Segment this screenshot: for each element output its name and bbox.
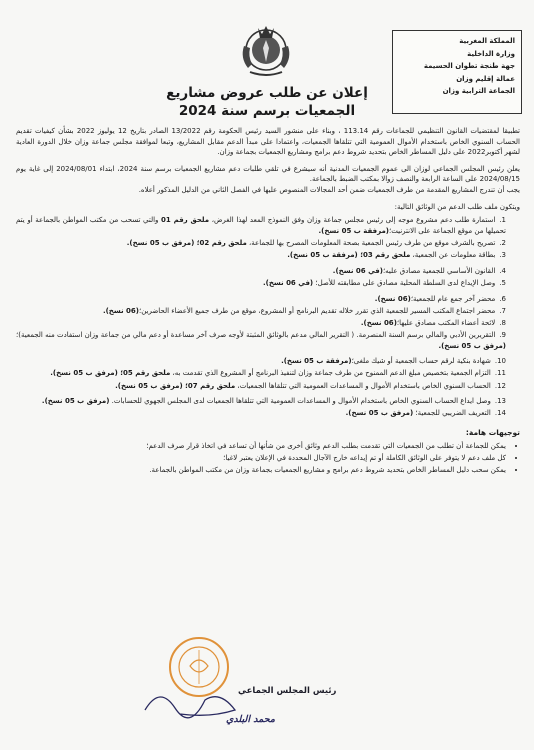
document-item bbox=[16, 278, 506, 289]
title-line-2: الجمعيات برسم سنة 2024 bbox=[178, 103, 356, 119]
document-text: وصل الإيداع لدى السلطة المحلية مصادق على مطابقته للأصل؛ bbox=[313, 278, 496, 287]
document-text: التقريرين الأدبي والمالي برسم السنة المنصرمة. ( التقرير المالي مدعم بالوثائق المثبتة لأوجه صرف آخر مساعدة أو دعم مالي من جماعة وزان استفادت منه الجمعية)؛ bbox=[16, 331, 496, 340]
document-item bbox=[16, 318, 506, 329]
guideline-item: • يمكن سحب دليل المساطر الخاص بتحديد شروط دعم برامج و مشاريع الجمعيات بجماعة وزان من مكتب المواطن بالجماعة. bbox=[16, 465, 506, 476]
document-number: 6. bbox=[499, 294, 506, 303]
document-annex: ملحق رقم 05؛ (مرفق ب 05 نسخ). bbox=[50, 369, 171, 378]
document-item bbox=[16, 330, 506, 351]
document-number: 10. bbox=[494, 357, 506, 366]
signatory-name: محمد البلدي bbox=[226, 714, 275, 725]
document-item bbox=[16, 250, 506, 261]
document-number: 12. bbox=[494, 381, 506, 390]
documents-heading: ويتكون ملف طلب الدعم من الوثائق التالية: bbox=[394, 202, 520, 211]
guideline-item: • يمكن للجماعة أن تطلب من الجمعيات التي تقدمت بطلب الدعم وثائق أخرى من شأنها أن تساعد في اتخاذ قرار صرف الدعم؛ bbox=[16, 441, 506, 452]
document-annex: (مرفق ب 05 نسخ). bbox=[345, 409, 414, 418]
document-number: 5. bbox=[499, 278, 506, 287]
document-annex: (06 نسخ). bbox=[374, 294, 411, 303]
document-item bbox=[16, 238, 506, 249]
document-text: تصريح بالشرف موقع من طرف رئيس الجمعية بصحة المعلومات المصرح بها للجماعة، bbox=[246, 238, 496, 247]
document-item bbox=[16, 306, 506, 317]
guidelines-title: توجيهات هامة: bbox=[465, 428, 520, 437]
guideline-item: • كل ملف دعم لا يتوفر على الوثائق الكاملة أو تم إيداعه خارج الآجال المحددة في الإعلان يعتبر لاغيا؛ bbox=[16, 453, 506, 464]
document-annex: (06 نسخ). bbox=[102, 306, 139, 315]
document-item bbox=[16, 266, 506, 277]
document-text: بطاقة معلومات عن الجمعية، bbox=[410, 251, 496, 260]
document-item bbox=[16, 294, 506, 305]
header-line: جهة طنجة تطوان الحسيمة bbox=[423, 62, 515, 70]
issuer-header bbox=[392, 30, 522, 114]
document-annex: (06 نسخ). bbox=[360, 318, 397, 327]
document-number: 9. bbox=[499, 331, 506, 340]
document-annex: ملحق رقم 01 bbox=[161, 216, 210, 225]
document-number: 7. bbox=[499, 306, 506, 315]
document-number: 13. bbox=[494, 397, 506, 406]
document-annex: (مرفقة ب 05 نسخ). bbox=[281, 357, 352, 366]
header-line: المملكة المغربية bbox=[459, 37, 515, 45]
document-text: محضر آخر جمع عام للجمعية؛ bbox=[410, 294, 496, 303]
document-text: لائحة أعضاء المكتب مصادق عليها؛ bbox=[396, 318, 496, 327]
document-text: استمارة طلب دعم مشروع موجه إلى رئيس مجلس جماعة وزان وفق النموذج المعد لهذا الغرض، bbox=[209, 216, 496, 225]
document-text-tail: والتي تسحب من مكتب المواطن بالجماعة أو يتم تحميلها من موقع الجماعة على الانترنيت؛ bbox=[16, 216, 506, 235]
header-line: عمالة إقليم وزان bbox=[456, 74, 515, 83]
document-text: التعريف الضريبي للجمعية؛ bbox=[413, 409, 491, 418]
document-annex: ملحق رقم 07؛ (مرفق ب 05 نسخ). bbox=[115, 381, 236, 390]
announcement-body bbox=[16, 126, 520, 477]
document-number: 2. bbox=[499, 238, 506, 247]
intro-paragraph: تطبيقا لمقتضيات القانون التنظيمي للجماعات رقم 113.14 ، وبناء على منشور السيد رئيس الحكومة رقم 13/2022 الصادر بتاريخ 12 يوليوز 2022 بشأن كيفيات تقديم الحساب السنوي الخاص باستخدام الأموال العمومية التي تتلقاها الجمعيات، واعتمادا على مبدأ الدعم مقابل المشاريع، وتبعا لموافقة مجلس جماعة وزان خلال الدورة العادية لشهر أكتوبر2022 على دليل المساطر الخاص بتحديد شروط دعم برامج ومشاريع الجمعيات بجماعة وزان. bbox=[16, 127, 521, 157]
document-number: 1. bbox=[499, 216, 506, 225]
document-text: الحساب السنوي الخاص باستخدام الأموال و المساعدات العمومية التي تتلقاها الجمعيات، bbox=[235, 381, 491, 390]
document-text: وصل ايداع الحساب السنوي الخاص باستخدام الأموال و المساعدات العمومية التي تتلقاها الجمعيات لدى المجلس الجهوي للحسابات. bbox=[109, 397, 491, 406]
document-text: التزام الجمعية بتخصيص مبلغ الدعم الممنوح من طرف جماعة وزان لتنفيذ البرنامج أو المشروع الذي تقدمت به، bbox=[170, 369, 491, 378]
document-item bbox=[16, 396, 506, 407]
title-line-1: إعلان عن طلب عروض مشاريع bbox=[166, 85, 368, 101]
required-documents-list bbox=[16, 215, 520, 419]
document-item bbox=[16, 368, 506, 379]
document-number: 11. bbox=[494, 369, 506, 378]
document-annex: (في 06 نسخ). bbox=[262, 278, 314, 287]
intro-paragraph: يجب أن تندرج المشاريع المقدمة من طرف الجمعيات ضمن أحد المجالات المنصوص عليها في الفصل الثاني من الدليل المذكور أعلاه. bbox=[138, 185, 520, 194]
header-line: الجماعة الترابية وزان bbox=[442, 87, 515, 95]
royal-emblem-icon bbox=[236, 18, 296, 78]
document-number: 14. bbox=[494, 409, 506, 418]
header-line: وزارة الداخلية bbox=[467, 49, 515, 58]
document-text: القانون الأساسي للجمعية مصادق عليه؛ bbox=[382, 266, 496, 275]
document-text: شهادة بنكية لرقم حساب الجمعية أو شيك ملغى؛ bbox=[351, 357, 491, 366]
guidelines-list bbox=[16, 441, 520, 476]
announcement-title bbox=[150, 84, 384, 120]
intro-paragraph: يعلن رئيس المجلس الجماعي لوزان الى عموم الجمعيات المدنية أنه سيشرع في تلقي طلبات دعم مشاريع الجمعيات برسم سنة 2024، ابتداء 2024/08/01 إلى غاية يوم 2024/08/15 على الساعة الرابعة والنصف زوالا بمكتب الضبط بالجماعة. bbox=[16, 164, 520, 184]
document-number: 3. bbox=[499, 251, 506, 260]
document-annex: (مرفق ب 05 نسخ). bbox=[438, 341, 506, 350]
document-item bbox=[16, 356, 506, 367]
document-annex: (في 06 نسخ). bbox=[332, 266, 383, 275]
document-item bbox=[16, 408, 506, 419]
document-number: 4. bbox=[499, 266, 506, 275]
document-annex: ملحق رقم 03؛ (مرفقة ب 05 نسخ). bbox=[287, 251, 411, 260]
document-number: 8. bbox=[499, 318, 506, 327]
document-annex: ملحق رقم 02؛ (مرفق ب 05 نسخ). bbox=[126, 238, 247, 247]
document-item bbox=[16, 381, 506, 392]
document-text: محضر اجتماع المكتب المسير للجمعية الذي تقرر خلاله تقديم البرنامج أو المشروع، موقع من طرف جميع الأعضاء الحاضرين؛ bbox=[138, 306, 496, 315]
document-copies: (مرفقة ب 05 نسخ). bbox=[318, 226, 389, 235]
document-annex: (مرفق ب 05 نسخ). bbox=[41, 397, 110, 406]
document-item bbox=[16, 215, 506, 236]
signatory-role: رئيس المجلس الجماعي bbox=[238, 686, 337, 696]
